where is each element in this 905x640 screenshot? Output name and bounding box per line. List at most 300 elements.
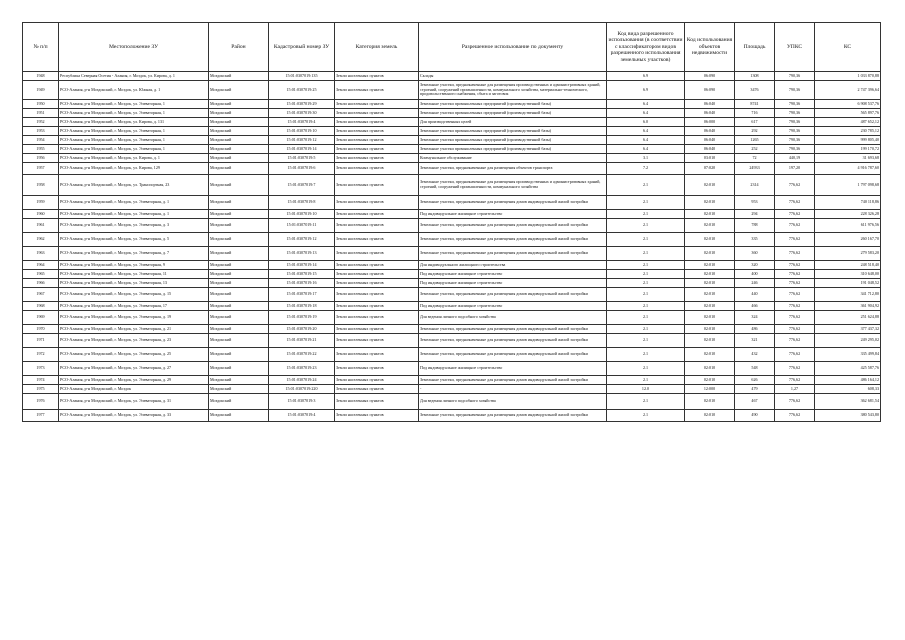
cadastral-value-cell: 380 543,80 [815, 410, 881, 422]
header-cell: Код использования объектов недвижимости [685, 23, 735, 72]
table-body [23, 72, 881, 422]
cadastral-number-cell: 15:01:0307019:21 [269, 334, 335, 348]
district-cell: Моздокский [209, 163, 269, 175]
upks-cell: 776,62 [775, 288, 815, 302]
district-cell: Моздокский [209, 72, 269, 81]
table-row [23, 233, 881, 247]
area-cell: 292 [735, 127, 775, 136]
upks-cell: 1,27 [775, 385, 815, 394]
table-row [23, 196, 881, 210]
location-cell: Республика Северная Осетия - Алания, г. Моздок, ул. Кирова, д. 1 [59, 72, 209, 81]
cadastral-value-cell: 740 118,86 [815, 196, 881, 210]
row-number-cell: 1957 [23, 163, 59, 175]
district-cell: Моздокский [209, 219, 269, 233]
cadastral-number-cell: 15:01:0307019:11 [269, 219, 335, 233]
permitted-use-cell: Для производственных целей [419, 118, 607, 127]
location-cell: РСО-Алания, р-н Моздокский, г. Моздок, ул. Южная, д. 1 [59, 81, 209, 100]
land-plots-table [22, 22, 881, 422]
district-cell: Моздокский [209, 348, 269, 362]
area-cell: 617 [735, 118, 775, 127]
use-type-code-cell: 2.1 [607, 325, 685, 334]
use-type-code-cell: 6.9 [607, 72, 685, 81]
location-cell: РСО-Алания, р-н Моздокский, г. Моздок, ул. Элеваторная, д. 15 [59, 288, 209, 302]
cadastral-value-cell: 228 326,28 [815, 210, 881, 219]
upks-cell: 440,19 [775, 154, 815, 163]
cadastral-number-cell: 15:01:0307019:5 [269, 154, 335, 163]
land-category-cell: Земли населенных пунктов [335, 348, 419, 362]
table-row [23, 270, 881, 279]
land-category-cell: Земли населенных пунктов [335, 270, 419, 279]
district-cell: Моздокский [209, 311, 269, 325]
header-row [23, 23, 881, 72]
district-cell: Моздокский [209, 145, 269, 154]
table-row [23, 334, 881, 348]
location-cell: РСО-Алания, р-н Моздокский, г. Моздок, ул. Транспортная, 23 [59, 175, 209, 196]
table-row [23, 72, 881, 81]
upks-cell: 776,62 [775, 348, 815, 362]
property-use-code-cell: 06:040 [685, 109, 735, 118]
location-cell: РСО-Алания, р-н Моздокский, г. Моздок, ул. Элеваторная, д. 33 [59, 410, 209, 422]
permitted-use-cell: Земельные участки, предназначенные для размещения домов индивидуальной жилой застройки [419, 196, 607, 210]
area-cell: 1308 [735, 72, 775, 81]
row-number-cell: 1952 [23, 118, 59, 127]
location-cell: РСО-Алания, р-н Моздокский, г. Моздок, ул. Элеваторная, д. 31 [59, 394, 209, 410]
row-number-cell: 1964 [23, 261, 59, 270]
permitted-use-cell: Земельные участки промышленных предприятий (производственной базы) [419, 127, 607, 136]
location-cell: РСО-Алания, р-н Моздокский, г. Моздок, ул. Элеваторная, 13 [59, 279, 209, 288]
property-use-code-cell: 02:010 [685, 261, 735, 270]
area-cell: 8741 [735, 100, 775, 109]
district-cell: Моздокский [209, 109, 269, 118]
table-row [23, 394, 881, 410]
table-row [23, 261, 881, 270]
upks-cell: 790,36 [775, 81, 815, 100]
row-number-cell: 1975 [23, 385, 59, 394]
district-cell: Моздокский [209, 210, 269, 219]
property-use-code-cell: 02:010 [685, 334, 735, 348]
use-type-code-cell: 6.9 [607, 81, 685, 100]
property-use-code-cell: 02:010 [685, 348, 735, 362]
cadastral-number-cell: 15:01:0307019:22 [269, 348, 335, 362]
upks-cell: 776,62 [775, 311, 815, 325]
property-use-code-cell: 06:090 [685, 72, 735, 81]
property-use-code-cell: 07:020 [685, 163, 735, 175]
row-number-cell: 1960 [23, 210, 59, 219]
use-type-code-cell: 2.1 [607, 233, 685, 247]
header-cell: УПКС [775, 23, 815, 72]
permitted-use-cell: Земельные участки, предназначенные для размещения домов индивидуальной жилой застройки [419, 334, 607, 348]
permitted-use-cell: - [419, 385, 607, 394]
property-use-code-cell: 06:090 [685, 81, 735, 100]
row-number-cell: 1951 [23, 109, 59, 118]
table-row [23, 163, 881, 175]
area-cell: 400 [735, 270, 775, 279]
land-category-cell: Земли населенных пунктов [335, 376, 419, 385]
upks-cell: 776,62 [775, 270, 815, 279]
row-number-cell: 1950 [23, 100, 59, 109]
table-row [23, 362, 881, 376]
district-cell: Моздокский [209, 175, 269, 196]
area-cell: 440 [735, 288, 775, 302]
use-type-code-cell: 2.1 [607, 410, 685, 422]
area-cell: 2314 [735, 175, 775, 196]
property-use-code-cell: 06:040 [685, 136, 735, 145]
property-use-code-cell: 02:010 [685, 311, 735, 325]
permitted-use-cell: Для ведения личного подсобного хозяйства [419, 394, 607, 410]
row-number-cell: 1970 [23, 325, 59, 334]
row-number-cell: 1949 [23, 81, 59, 100]
upks-cell: 790,36 [775, 118, 815, 127]
cadastral-number-cell: 15:01:0307019:29 [269, 100, 335, 109]
upks-cell: 776,62 [775, 175, 815, 196]
upks-cell: 197,20 [775, 163, 815, 175]
upks-cell: 776,62 [775, 334, 815, 348]
use-type-code-cell: 2.1 [607, 334, 685, 348]
cadastral-number-cell: 15:01:0307019:4 [269, 118, 335, 127]
permitted-use-cell: Склады [419, 72, 607, 81]
permitted-use-cell: Под индивидуальное жилищное строительство [419, 270, 607, 279]
cadastral-value-cell: 1 797 098,68 [815, 175, 881, 196]
area-cell: 324 [735, 311, 775, 325]
location-cell: РСО-Алания, р-н Моздокский, г. Моздок, ул. Элеваторная, д. 23 [59, 334, 209, 348]
cadastral-value-cell: 279 583,20 [815, 247, 881, 261]
property-use-code-cell: 02:010 [685, 196, 735, 210]
row-number-cell: 1974 [23, 376, 59, 385]
upks-cell: 790,36 [775, 145, 815, 154]
permitted-use-cell: Под индивидуальное жилищное строительство [419, 302, 607, 311]
use-type-code-cell: 6.0 [607, 118, 685, 127]
cadastral-number-cell: 15:01:0307019:23 [269, 362, 335, 376]
location-cell: РСО-Алания, р-н Моздокский, г. Моздок, ул. Элеваторная, д. 1 [59, 210, 209, 219]
table-row [23, 348, 881, 362]
district-cell: Моздокский [209, 410, 269, 422]
location-cell: РСО-Алания, р-н Моздокский, г. Моздок, ул. Элеваторная, 17 [59, 302, 209, 311]
cadastral-number-cell: 15:01:0307019:14 [269, 261, 335, 270]
area-cell: 548 [735, 362, 775, 376]
cadastral-value-cell: 611 976,56 [815, 219, 881, 233]
property-use-code-cell: 02:010 [685, 233, 735, 247]
table-row [23, 385, 881, 394]
header-cell: Кадастровый номер ЗУ [269, 23, 335, 72]
cadastral-number-cell: 15:01:0307019:3 [269, 394, 335, 410]
cadastral-number-cell: 15:01:0307019:12 [269, 136, 335, 145]
cadastral-number-cell: 15:01:0307019:4 [269, 410, 335, 422]
use-type-code-cell: 2.1 [607, 270, 685, 279]
location-cell: РСО-Алания, р-н Моздокский, г. Моздок, ул. Элеваторная, д. 25 [59, 348, 209, 362]
area-cell: 335 [735, 233, 775, 247]
property-use-code-cell: 06:040 [685, 127, 735, 136]
use-type-code-cell: 6.4 [607, 109, 685, 118]
district-cell: Моздокский [209, 233, 269, 247]
land-category-cell: Земли населенных пунктов [335, 175, 419, 196]
use-type-code-cell: 12.0 [607, 385, 685, 394]
permitted-use-cell: Земельные участки, предназначенные для размещения домов индивидуальной жилой застройки [419, 219, 607, 233]
cadastral-value-cell: 230 785,12 [815, 127, 881, 136]
table-row [23, 376, 881, 385]
upks-cell: 776,62 [775, 410, 815, 422]
use-type-code-cell: 2.1 [607, 196, 685, 210]
district-cell: Моздокский [209, 394, 269, 410]
property-use-code-cell: 02:010 [685, 362, 735, 376]
cadastral-value-cell: 486 164,12 [815, 376, 881, 385]
district-cell: Моздокский [209, 270, 269, 279]
cadastral-value-cell: 6 908 537,76 [815, 100, 881, 109]
permitted-use-cell: Для ведения личного подсобного хозяйства [419, 311, 607, 325]
property-use-code-cell: 02:010 [685, 410, 735, 422]
row-number-cell: 1967 [23, 288, 59, 302]
land-category-cell: Земли населенных пунктов [335, 362, 419, 376]
permitted-use-cell: Земельные участки промышленных предприятий (производственной базы) [419, 100, 607, 109]
location-cell: РСО-Алания, р-н Моздокский, г. Моздок, ул. Элеваторная, д. 7 [59, 247, 209, 261]
permitted-use-cell: Земельные участки, предназначенные для размещения домов индивидуальной жилой застройки [419, 410, 607, 422]
location-cell: РСО-Алания, р-н Моздокский, г. Моздок, ул. Элеваторная, д. 3 [59, 219, 209, 233]
property-use-code-cell: 06:000 [685, 118, 735, 127]
permitted-use-cell: Для индивидуального жилищного строительства [419, 261, 607, 270]
property-use-code-cell: 02:010 [685, 288, 735, 302]
permitted-use-cell: Земельные участки, предназначенные для размещения производственных и административных зданий, строений, сооружений промышленности, коммунального хозяйства [419, 175, 607, 196]
use-type-code-cell: 6.4 [607, 100, 685, 109]
area-cell: 626 [735, 376, 775, 385]
permitted-use-cell: Земельные участки промышленных предприятий (производственной базы) [419, 145, 607, 154]
upks-cell: 776,62 [775, 233, 815, 247]
cadastral-value-cell: 341 712,80 [815, 288, 881, 302]
location-cell: РСО-Алания, р-н Моздокский, г. Моздок [59, 385, 209, 394]
location-cell: РСО-Алания, р-н Моздокский, г. Моздок, ул. Элеваторная, 1 [59, 109, 209, 118]
land-category-cell: Земли населенных пунктов [335, 261, 419, 270]
cadastral-value-cell: 2 747 396,64 [815, 81, 881, 100]
upks-cell: 776,62 [775, 261, 815, 270]
row-number-cell: 1965 [23, 270, 59, 279]
upks-cell: 776,62 [775, 376, 815, 385]
permitted-use-cell: Земельные участки, предназначенные для размещения домов индивидуальной жилой застройки [419, 233, 607, 247]
land-category-cell: Земли населенных пунктов [335, 127, 419, 136]
location-cell: РСО-Алания, р-н Моздокский, г. Моздок, ул. Кирова, д. 131 [59, 118, 209, 127]
header-cell: КС [815, 23, 881, 72]
use-type-code-cell: 2.1 [607, 261, 685, 270]
land-category-cell: Земли населенных пунктов [335, 279, 419, 288]
cadastral-number-cell: 15:01:0307019:20 [269, 325, 335, 334]
row-number-cell: 1962 [23, 233, 59, 247]
cadastral-value-cell: 377 437,32 [815, 325, 881, 334]
permitted-use-cell: Земельные участки, предназначенные для размещения домов индивидуальной жилой застройки [419, 325, 607, 334]
table-row [23, 127, 881, 136]
cadastral-number-cell: 15:01:0307019:13 [269, 247, 335, 261]
land-category-cell: Земли населенных пунктов [335, 385, 419, 394]
cadastral-number-cell: 15:01:0307019:14 [269, 145, 335, 154]
row-number-cell: 1968 [23, 302, 59, 311]
permitted-use-cell: Земельные участки, предназначенные для размещения домов индивидуальной жилой застройки [419, 288, 607, 302]
district-cell: Моздокский [209, 334, 269, 348]
cadastral-value-cell: 335 499,84 [815, 348, 881, 362]
upks-cell: 790,36 [775, 72, 815, 81]
upks-cell: 790,36 [775, 136, 815, 145]
location-cell: РСО-Алания, р-н Моздокский, г. Моздок, ул. Кирова, д. 1 [59, 154, 209, 163]
land-category-cell: Земли населенных пунктов [335, 210, 419, 219]
permitted-use-cell: Земельные участки, предназначенные для размещения домов индивидуальной жилой застройки [419, 376, 607, 385]
cadastral-value-cell: 31 693,68 [815, 154, 881, 163]
table-row [23, 279, 881, 288]
cadastral-value-cell: 251 624,88 [815, 311, 881, 325]
district-cell: Моздокский [209, 385, 269, 394]
property-use-code-cell: 12:000 [685, 385, 735, 394]
cadastral-number-cell: 15:01:0307019:15 [269, 270, 335, 279]
permitted-use-cell: Земельные участки, предназначенные для размещения производственных и административных зданий, строений, сооружений промышленности, коммунального хозяйства, материально-технического, продовольственного снабжения, сбыта и заготовок [419, 81, 607, 100]
upks-cell: 776,62 [775, 279, 815, 288]
table-row [23, 145, 881, 154]
property-use-code-cell: 02:010 [685, 175, 735, 196]
land-category-cell: Земли населенных пунктов [335, 311, 419, 325]
use-type-code-cell: 7.2 [607, 163, 685, 175]
cadastral-value-cell: 4 916 787,60 [815, 163, 881, 175]
row-number-cell: 1977 [23, 410, 59, 422]
cadastral-number-cell: 15:01:0307019:16 [269, 279, 335, 288]
table-row [23, 118, 881, 127]
header-cell: Район [209, 23, 269, 72]
header-cell: Код вида разрешенного использования (в соответствии с классификатором видов разрешенного использования земельных участков) [607, 23, 685, 72]
cadastral-number-cell: 15:01:0307019:8 [269, 196, 335, 210]
permitted-use-cell: Коммунальное обслуживание [419, 154, 607, 163]
use-type-code-cell: 2.1 [607, 210, 685, 219]
location-cell: РСО-Алания, р-н Моздокский, г. Моздок, ул. Элеваторная, 1 [59, 100, 209, 109]
property-use-code-cell: 02:010 [685, 247, 735, 261]
location-cell: РСО-Алания, р-н Моздокский, г. Моздок, ул. Элеваторная, 1 [59, 145, 209, 154]
use-type-code-cell: 2.1 [607, 348, 685, 362]
location-cell: РСО-Алания, р-н Моздокский, г. Моздок, ул. Элеваторная, д. 21 [59, 325, 209, 334]
row-number-cell: 1971 [23, 334, 59, 348]
cadastral-value-cell: 248 518,40 [815, 261, 881, 270]
upks-cell: 790,36 [775, 100, 815, 109]
table-row [23, 288, 881, 302]
upks-cell: 776,62 [775, 325, 815, 334]
cadastral-value-cell: 361 904,92 [815, 302, 881, 311]
use-type-code-cell: 2.1 [607, 288, 685, 302]
district-cell: Моздокский [209, 302, 269, 311]
table-row [23, 210, 881, 219]
table-row [23, 302, 881, 311]
cadastral-number-cell: 15:01:0307019:10 [269, 127, 335, 136]
property-use-code-cell: 02:010 [685, 210, 735, 219]
cadastral-number-cell: 15:01:0307019:7 [269, 175, 335, 196]
cadastral-value-cell: 362 681,54 [815, 394, 881, 410]
use-type-code-cell: 2.1 [607, 394, 685, 410]
row-number-cell: 1958 [23, 175, 59, 196]
upks-cell: 776,62 [775, 247, 815, 261]
property-use-code-cell: 02:010 [685, 279, 735, 288]
cadastral-number-cell: 15:01:0307019:135 [269, 72, 335, 81]
district-cell: Моздокский [209, 118, 269, 127]
land-category-cell: Земли населенных пунктов [335, 136, 419, 145]
property-use-code-cell: 02:010 [685, 394, 735, 410]
permitted-use-cell: Под индивидуальное жилищное строительство [419, 362, 607, 376]
cadastral-number-cell: 15:01:0307019:30 [269, 109, 335, 118]
location-cell: РСО-Алания, р-н Моздокский, г. Моздок, ул. Элеваторная, д. 19 [59, 311, 209, 325]
use-type-code-cell: 6.4 [607, 136, 685, 145]
row-number-cell: 1961 [23, 219, 59, 233]
district-cell: Моздокский [209, 376, 269, 385]
area-cell: 490 [735, 410, 775, 422]
district-cell: Моздокский [209, 136, 269, 145]
district-cell: Моздокский [209, 362, 269, 376]
location-cell: РСО-Алания, р-н Моздокский, г. Моздок, ул. Элеваторная, 9 [59, 261, 209, 270]
use-type-code-cell: 2.1 [607, 175, 685, 196]
area-cell: 246 [735, 279, 775, 288]
permitted-use-cell: Земельные участки, предназначенные для размещения домов индивидуальной жилой застройки [419, 348, 607, 362]
header-cell: № п/п [23, 23, 59, 72]
row-number-cell: 1959 [23, 196, 59, 210]
table-row [23, 81, 881, 100]
district-cell: Моздокский [209, 247, 269, 261]
cadastral-number-cell: 15:01:0307019:25 [269, 81, 335, 100]
area-cell: 321 [735, 334, 775, 348]
row-number-cell: 1956 [23, 154, 59, 163]
cadastral-number-cell: 15:01:0307019:220 [269, 385, 335, 394]
land-category-cell: Земли населенных пунктов [335, 394, 419, 410]
area-cell: 320 [735, 261, 775, 270]
area-cell: 716 [735, 109, 775, 118]
table-row [23, 175, 881, 196]
land-category-cell: Земли населенных пунктов [335, 219, 419, 233]
cadastral-number-cell: 15:01:0307019:17 [269, 288, 335, 302]
upks-cell: 776,62 [775, 210, 815, 219]
land-category-cell: Земли населенных пунктов [335, 72, 419, 81]
use-type-code-cell: 6.4 [607, 127, 685, 136]
cadastral-value-cell: 608,33 [815, 385, 881, 394]
permitted-use-cell: Земельные участки промышленных предприятий (производственной базы) [419, 136, 607, 145]
cadastral-value-cell: 425 587,76 [815, 362, 881, 376]
use-type-code-cell: 2.1 [607, 362, 685, 376]
location-cell: РСО-Алания, р-н Моздокский, г. Моздок, ул. Элеваторная, д. 29 [59, 376, 209, 385]
permitted-use-cell: Земельные участки, предназначенные для размещения домов индивидуальной жилой застройки [419, 247, 607, 261]
land-category-cell: Земли населенных пунктов [335, 302, 419, 311]
use-type-code-cell: 2.1 [607, 279, 685, 288]
header-cell: Категория земель [335, 23, 419, 72]
cadastral-number-cell: 15:01:0307019:19 [269, 311, 335, 325]
district-cell: Моздокский [209, 100, 269, 109]
cadastral-value-cell: 565 897,76 [815, 109, 881, 118]
location-cell: РСО-Алания, р-н Моздокский, г. Моздок, ул. Элеваторная, д. 1 [59, 196, 209, 210]
cadastral-number-cell: 15:01:0307019:18 [269, 302, 335, 311]
land-category-cell: Земли населенных пунктов [335, 325, 419, 334]
land-category-cell: Земли населенных пунктов [335, 196, 419, 210]
cadastral-value-cell: 1 033 870,88 [815, 72, 881, 81]
property-use-code-cell: 02:010 [685, 270, 735, 279]
area-cell: 432 [735, 348, 775, 362]
cadastral-number-cell: 15:01:0307019:12 [269, 233, 335, 247]
area-cell: 360 [735, 247, 775, 261]
land-category-cell: Земли населенных пунктов [335, 118, 419, 127]
upks-cell: 776,62 [775, 219, 815, 233]
cadastral-value-cell: 999 805,40 [815, 136, 881, 145]
header-cell: Разрешенное использование по документу [419, 23, 607, 72]
table-row [23, 154, 881, 163]
use-type-code-cell: 3.1 [607, 154, 685, 163]
land-category-cell: Земли населенных пунктов [335, 163, 419, 175]
district-cell: Моздокский [209, 288, 269, 302]
table-row [23, 100, 881, 109]
cadastral-value-cell: 191 048,52 [815, 279, 881, 288]
area-cell: 72 [735, 154, 775, 163]
property-use-code-cell: 02:010 [685, 302, 735, 311]
district-cell: Моздокский [209, 154, 269, 163]
table-row [23, 136, 881, 145]
use-type-code-cell: 2.1 [607, 311, 685, 325]
table-row [23, 325, 881, 334]
district-cell: Моздокский [209, 279, 269, 288]
cadastral-number-cell: 15:01:0307019:24 [269, 376, 335, 385]
upks-cell: 790,36 [775, 127, 815, 136]
area-cell: 466 [735, 302, 775, 311]
location-cell: РСО-Алания, р-н Моздокский, г. Моздок, ул. Элеваторная, д. 5 [59, 233, 209, 247]
